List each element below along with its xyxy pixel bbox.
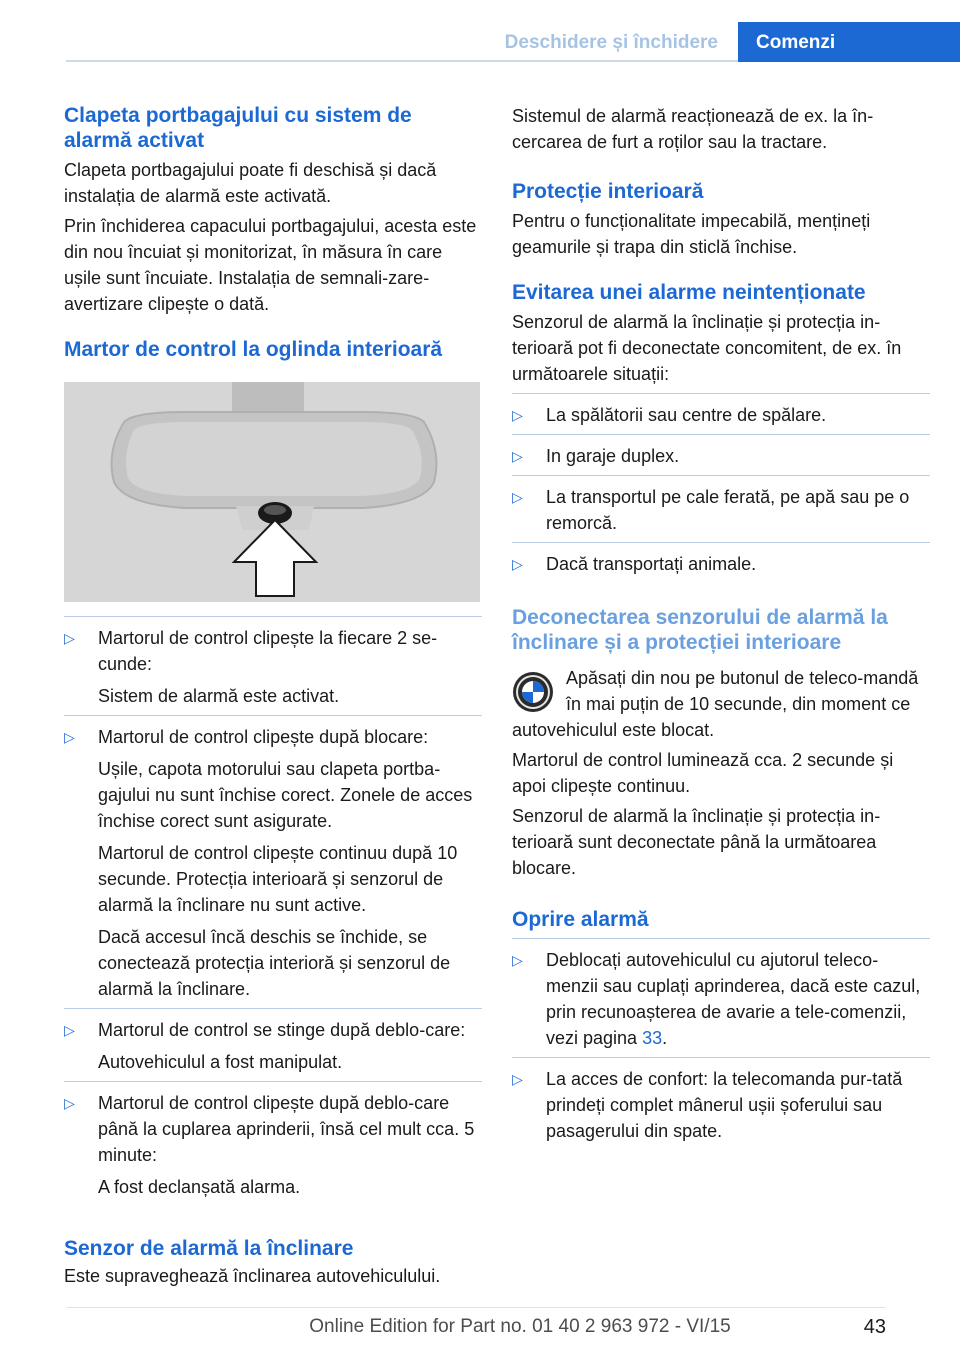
list-item-text — [546, 947, 930, 1051]
heading-interior-protection: Protecție interioară — [512, 180, 704, 203]
bmw-logo-icon — [512, 671, 554, 713]
paragraph-avoid: Senzorul de alarmă la înclinație și protecția in‐terioară pot fi deconectate concomitent, de ex. în următoarele situații: — [512, 312, 902, 384]
mirror-illustration — [64, 382, 480, 602]
list-item-text: Dacă transportați animale. — [546, 554, 757, 574]
rear-view-mirror-image — [64, 382, 480, 602]
list-item-title: Martorul de control clipește după blocare: — [98, 727, 429, 747]
heading-stop-alarm: Oprire alarmă — [512, 908, 649, 931]
list-item — [512, 393, 930, 434]
left-column — [64, 103, 482, 1293]
paragraph-interior: Pentru o funcționalitate impecabilă, mențineți geamurile și trapa din sticlă închise. — [512, 211, 871, 257]
triangle-right-icon: ▷ — [512, 407, 523, 423]
list-item — [512, 434, 930, 475]
list-item-desc: Sistem de alarmă este activat. — [98, 686, 340, 706]
list-item-text: La spălătorii sau centre de spălare. — [546, 405, 827, 425]
paragraph-trunk-1: Clapeta portbagajului poate fi deschisă și dacă instalația de alarmă este activată. — [64, 160, 437, 206]
triangle-right-icon: ▷ — [512, 448, 523, 464]
triangle-right-icon: ▷ — [64, 1095, 75, 1111]
mirror-indicator-list — [64, 616, 482, 1206]
list-item — [512, 475, 930, 542]
paragraph-tilt: Este supraveghează înclinarea autovehiculului. — [64, 1266, 441, 1286]
page-link-33[interactable]: 33 — [642, 1028, 663, 1048]
list-item — [512, 542, 930, 583]
paragraph-trunk-2: Prin închiderea capacului portbagajului, acesta este din nou încuiat și monitorizat, în măsura în care ușile sunt încuiate. Instalația de semnali‐zare-avertizare clipește o dată. — [64, 216, 477, 314]
stop-item-text: Deblocați autovehiculul cu ajutorul teleco‐menzii sau cuplați aprinderea, dacă este cazul, prin recunoașterea de avarie a tele‐comenzii, vezi pagina — [546, 950, 921, 1048]
list-item — [64, 715, 482, 1008]
stop-alarm-list — [512, 938, 930, 1150]
list-item-text: La acces de confort: la telecomanda pur‐tată prindeți complet mânerul ușii șoferului sau pasagerului din spate. — [546, 1069, 903, 1141]
page-number: 43 — [863, 1316, 886, 1338]
triangle-right-icon: ▷ — [64, 630, 75, 646]
list-item-desc: A fost declanșată alarma. — [98, 1177, 301, 1197]
paragraph-disconnect-3: Senzorul de alarmă la înclinație și protecția in‐terioară sunt deconectate până la următoarea blocare. — [512, 806, 881, 878]
list-item-text: La transportul pe cale ferată, pe apă sau pe o remorcă. — [546, 487, 910, 533]
list-item — [64, 1081, 482, 1206]
list-item — [512, 938, 930, 1057]
heading-avoid-alarm: Evitarea unei alarme neintenționate — [512, 281, 866, 304]
list-item — [64, 616, 482, 715]
heading-tilt-sensor: Senzor de alarmă la înclinare — [64, 1237, 354, 1260]
disconnect-instruction — [512, 665, 930, 743]
list-item — [64, 1008, 482, 1081]
footer-rule — [66, 1307, 886, 1308]
triangle-right-icon: ▷ — [512, 1071, 523, 1087]
triangle-right-icon: ▷ — [512, 489, 523, 505]
heading-disconnect-sensor: Deconectarea senzorului de alarmă la înclinare și a protecției interioare — [512, 606, 888, 654]
right-column — [512, 103, 930, 1150]
paragraph-disconnect-2: Martorul de control luminează cca. 2 secunde și apoi clipește continuu. — [512, 750, 894, 796]
triangle-right-icon: ▷ — [64, 729, 75, 745]
list-item-text: In garaje duplex. — [546, 446, 680, 466]
stop-item-punct: . — [662, 1028, 668, 1048]
list-item-title: Martorul de control se stinge după deblo‐care: — [98, 1020, 466, 1040]
list-item — [512, 1057, 930, 1150]
list-item-desc: Martorul de control clipește continuu după 10 secunde. Protecția interioară și senzorul de alarmă la înclinare nu sunt active. — [98, 843, 458, 915]
triangle-right-icon: ▷ — [512, 952, 523, 968]
heading-trunk-alarm: Clapeta portbagajului cu sistem de alarmă activat — [64, 104, 412, 152]
list-item-desc: Dacă accesul încă deschis se închide, se conectează protecția interioră și senzorul de alarmă la înclinare. — [98, 927, 451, 999]
header-chapter-tab[interactable]: Deschidere și închidere — [504, 32, 718, 53]
header-section-tab[interactable]: Comenzi — [738, 22, 960, 62]
triangle-right-icon: ▷ — [64, 1022, 75, 1038]
list-item-title: Martorul de control clipește după deblo‐care până la cuplarea aprinderii, însă cel mult cca. 5 minute: — [98, 1093, 475, 1165]
list-item-desc: Ușile, capota motorului sau clapeta portba‐gajului nu sunt închise corect. Zonele de acces închise corect sunt asigurate. — [98, 759, 473, 831]
paragraph-disconnect-1: Apăsați din nou pe butonul de teleco‐mandă în mai puțin de 10 secunde, din moment ce autovehiculul este blocat. — [512, 668, 919, 740]
footer-edition: Online Edition for Part no. 01 40 2 963 972 - VI/15 — [309, 1316, 731, 1337]
avoid-alarm-list — [512, 393, 930, 583]
list-item-title: Martorul de control clipește la fiecare 2 se‐cunde: — [98, 628, 438, 674]
list-item-desc: Autovehiculul a fost manipulat. — [98, 1052, 343, 1072]
paragraph-intro: Sistemul de alarmă reacționează de ex. la în‐cercarea de furt a roților sau la tractare. — [512, 106, 874, 152]
heading-mirror-indicator: Martor de control la oglinda interioară — [64, 338, 443, 361]
triangle-right-icon: ▷ — [512, 556, 523, 572]
